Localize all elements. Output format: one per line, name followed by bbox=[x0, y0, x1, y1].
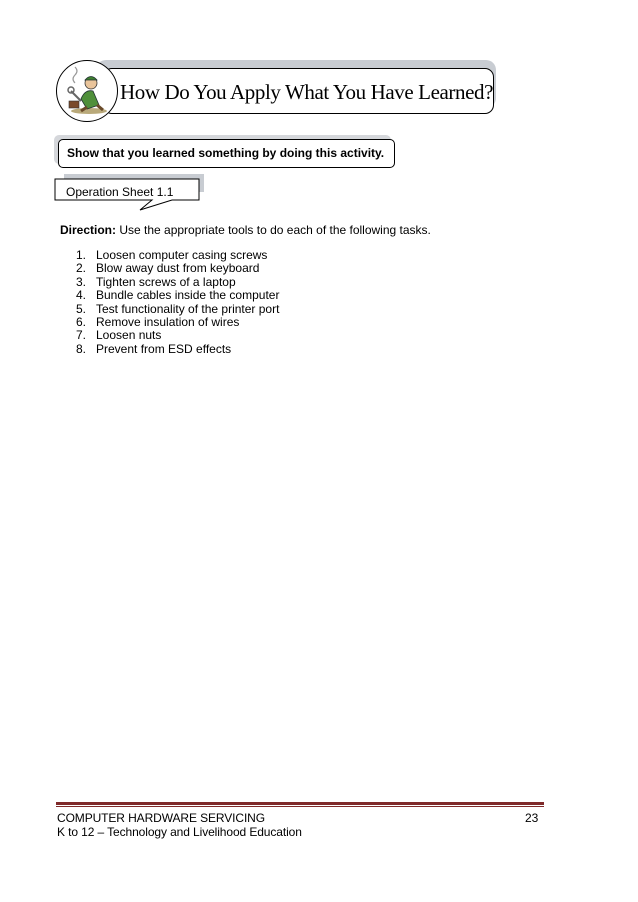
worker-figure-icon bbox=[56, 60, 118, 122]
list-item-number: 5. bbox=[76, 301, 87, 316]
list-item-number: 3. bbox=[76, 274, 87, 289]
list-item-text: Prevent from ESD effects bbox=[96, 341, 232, 356]
list-item bbox=[76, 262, 279, 275]
list-item-text: Remove insulation of wires bbox=[96, 315, 240, 330]
footer-rule-thin bbox=[56, 806, 544, 807]
list-item-number: 4. bbox=[76, 288, 87, 303]
list-item-text: Blow away dust from keyboard bbox=[96, 261, 260, 276]
list-item-text: Loosen nuts bbox=[96, 328, 162, 343]
list-item bbox=[76, 289, 279, 302]
task-list bbox=[76, 249, 279, 356]
footer-course-title: COMPUTER HARDWARE SERVICING bbox=[57, 811, 265, 825]
list-item-text: Loosen computer casing screws bbox=[96, 248, 268, 262]
list-item-number: 2. bbox=[76, 261, 87, 276]
list-item-number: 8. bbox=[76, 341, 87, 356]
footer-program: K to 12 – Technology and Livelihood Education bbox=[57, 825, 302, 839]
direction-line bbox=[60, 223, 431, 237]
list-item bbox=[76, 343, 279, 356]
list-item bbox=[76, 276, 279, 289]
direction-label: Direction: bbox=[60, 223, 117, 237]
page-title: How Do You Apply What You Have Learned? bbox=[120, 80, 494, 104]
list-item bbox=[76, 249, 279, 262]
activity-instruction: Show that you learned something by doing this activity. bbox=[67, 146, 385, 160]
list-item-number: 1. bbox=[76, 248, 87, 262]
page-number: 23 bbox=[525, 811, 539, 825]
list-item-text: Bundle cables inside the computer bbox=[96, 288, 280, 303]
footer-rule bbox=[56, 802, 544, 805]
list-item-number: 6. bbox=[76, 315, 87, 330]
list-item bbox=[76, 316, 279, 329]
list-item-number: 7. bbox=[76, 328, 87, 343]
direction-text: Use the appropriate tools to do each of the following tasks. bbox=[116, 223, 431, 237]
list-item-text: Test functionality of the printer port bbox=[96, 301, 280, 316]
list-item-text: Tighten screws of a laptop bbox=[96, 274, 236, 289]
operation-sheet-label: Operation Sheet 1.1 bbox=[66, 185, 174, 199]
list-item bbox=[76, 329, 279, 342]
list-item bbox=[76, 303, 279, 316]
